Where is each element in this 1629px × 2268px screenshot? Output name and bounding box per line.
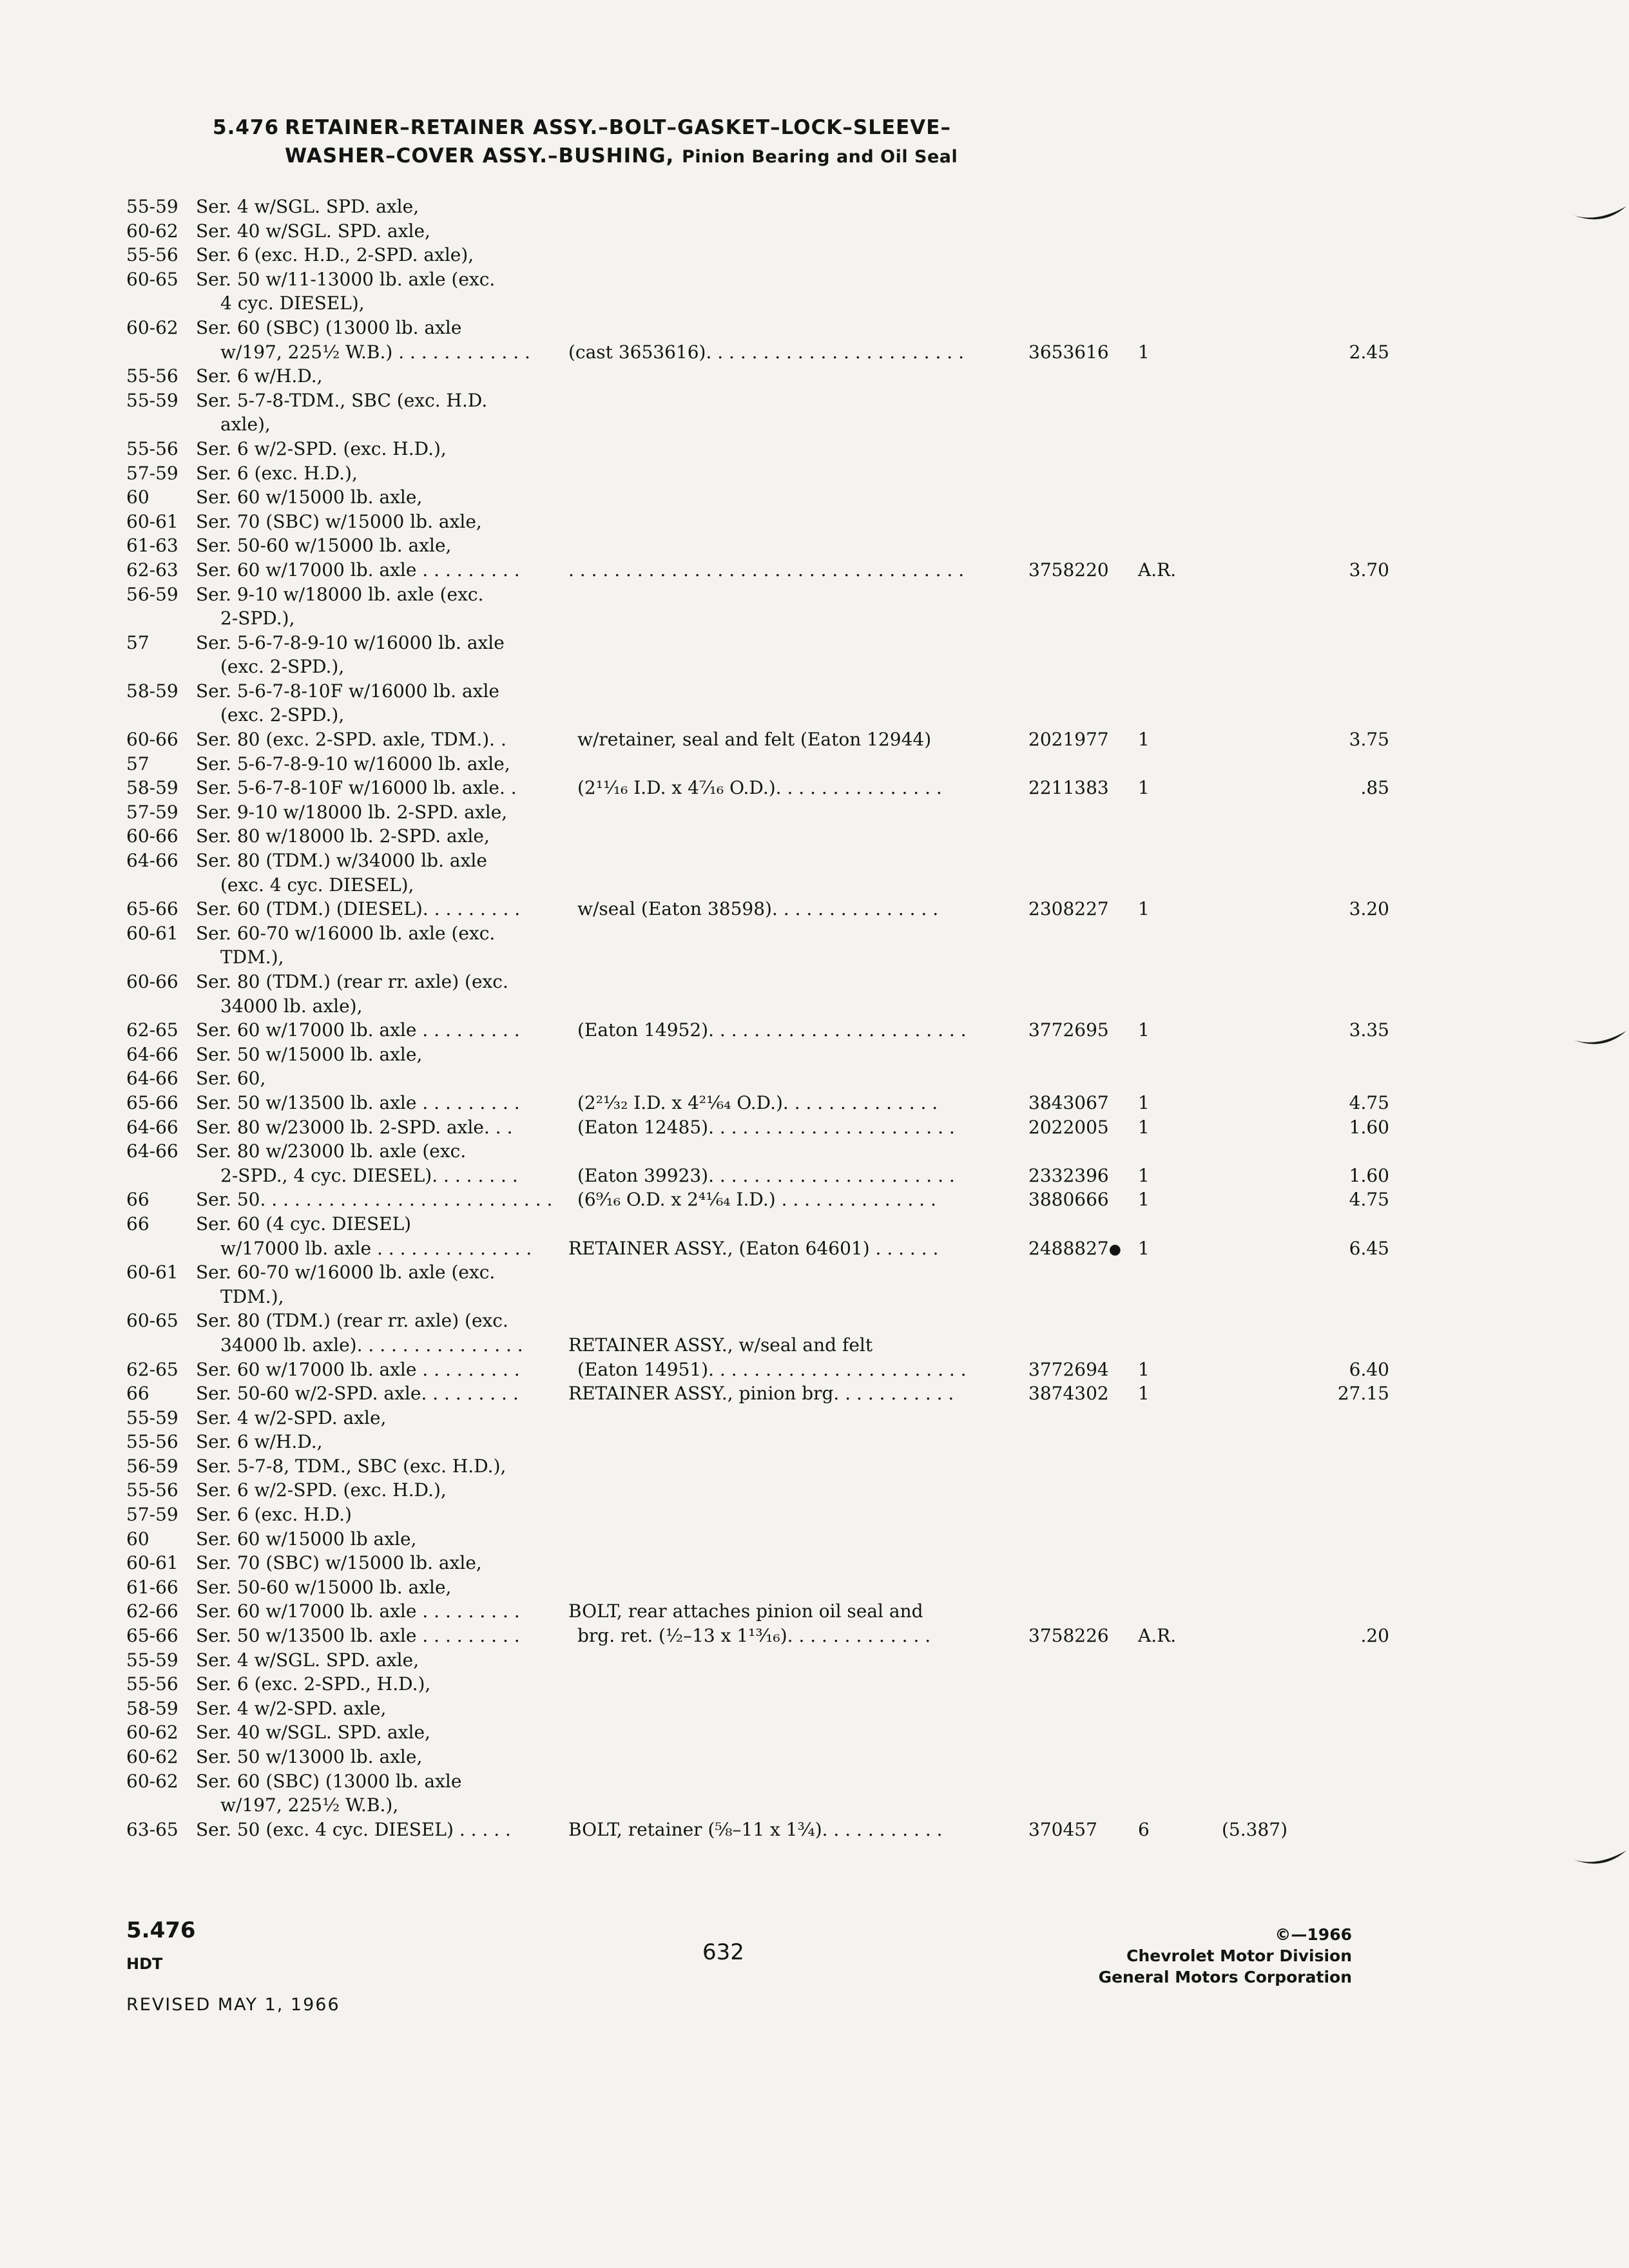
- quantity: 1: [1138, 1383, 1150, 1405]
- table-row: [126, 1358, 1389, 1382]
- model-years: 55-59: [126, 1407, 178, 1428]
- table-row: [126, 485, 1306, 510]
- table-row: [126, 1139, 1306, 1164]
- list-price: 6.40: [1349, 1358, 1389, 1380]
- application: Ser. 5-6-7-8-9-10 w/16000 lb. axle: [196, 631, 505, 653]
- part-number: 370457: [1028, 1818, 1097, 1840]
- application: Ser. 60-70 w/16000 lb. axle (exc.: [196, 922, 496, 944]
- part-number: 3758226: [1028, 1625, 1109, 1647]
- table-row: [126, 1696, 1306, 1721]
- description: (Eaton 14952). . . . . . . . . . . . . . . . . . . . . . .: [577, 1019, 967, 1041]
- application: w/197, 225½ W.B.),: [220, 1794, 399, 1816]
- quantity: 1: [1138, 1019, 1150, 1041]
- table-row: [126, 267, 1306, 292]
- model-years: 60: [126, 1528, 149, 1550]
- application: Ser. 5-7-8-TDM., SBC (exc. H.D.: [196, 389, 488, 411]
- table-row: [126, 824, 1306, 849]
- footer-section-number: 5.476: [126, 1917, 196, 1943]
- parts-table: [126, 195, 1389, 1841]
- quantity: 1: [1138, 1164, 1150, 1186]
- application: Ser. 5-6-7-8-9-10 w/16000 lb. axle,: [196, 753, 510, 774]
- table-row: [126, 558, 1389, 582]
- application: 2-SPD.),: [220, 608, 295, 629]
- application: Ser. 60 w/15000 lb axle,: [196, 1528, 417, 1550]
- model-years: 60-62: [126, 1746, 178, 1767]
- model-years: 56-59: [126, 583, 178, 605]
- application: Ser. 6 (exc. H.D.): [196, 1504, 352, 1526]
- table-row: [126, 945, 1306, 970]
- list-price: 6.45: [1349, 1237, 1389, 1259]
- model-years: 55-56: [126, 1673, 178, 1695]
- application: Ser. 60 w/15000 lb. axle,: [196, 486, 423, 508]
- description: (cast 3653616). . . . . . . . . . . . . . . . . . . . . . .: [568, 341, 964, 363]
- model-years: 65-66: [126, 898, 178, 920]
- model-years: 60: [126, 486, 149, 508]
- model-years: 62-65: [126, 1358, 178, 1380]
- table-row: [126, 921, 1306, 946]
- heading-title-line1: RETAINER–RETAINER ASSY.–BOLT–GASKET–LOCK–SLEEVE–: [285, 116, 951, 139]
- quantity: 1: [1138, 1116, 1150, 1138]
- part-number: 3880666: [1028, 1189, 1109, 1211]
- quantity: 1: [1138, 1358, 1150, 1380]
- model-years: 56-59: [126, 1455, 178, 1477]
- quantity: 1: [1138, 898, 1150, 920]
- model-years: 61-66: [126, 1576, 178, 1598]
- page-number: 632: [702, 1939, 744, 1965]
- footer-corporation: General Motors Corporation: [1098, 1968, 1352, 1986]
- binder-mark-icon: [1571, 201, 1629, 227]
- application: Ser. 6 (exc. 2-SPD., H.D.),: [196, 1673, 431, 1695]
- footer-revised-date: REVISED MAY 1, 1966: [126, 1995, 340, 2015]
- table-row: [126, 1236, 1389, 1261]
- table-row: [126, 849, 1306, 873]
- table-row: [126, 1164, 1389, 1188]
- model-years: 65-66: [126, 1091, 178, 1113]
- binder-mark-icon: [1571, 1845, 1629, 1871]
- application: Ser. 6 w/2-SPD. (exc. H.D.),: [196, 1479, 447, 1501]
- table-row: [126, 1648, 1306, 1673]
- model-years: 57-59: [126, 1504, 178, 1526]
- table-row: [126, 776, 1389, 800]
- list-price: 4.75: [1349, 1091, 1389, 1113]
- application: Ser. 60-70 w/16000 lb. axle (exc.: [196, 1262, 496, 1283]
- table-row: [126, 461, 1306, 486]
- description: BOLT, retainer (⅝–11 x 1¾). . . . . . . . . . .: [568, 1818, 943, 1840]
- application: (exc. 2-SPD.),: [220, 704, 345, 726]
- application: Ser. 60 (TDM.) (DIESEL). . . . . . . . .: [196, 898, 521, 920]
- list-price: 27.15: [1337, 1383, 1389, 1405]
- application: Ser. 60 (SBC) (13000 lb. axle: [196, 316, 462, 338]
- table-row: [126, 1503, 1306, 1527]
- part-number: 3772695: [1028, 1019, 1109, 1041]
- application: Ser. 60 w/17000 lb. axle . . . . . . . . .: [196, 1358, 520, 1380]
- model-years: 64-66: [126, 850, 178, 872]
- model-years: 58-59: [126, 1697, 178, 1719]
- description: RETAINER ASSY., (Eaton 64601) . . . . . .: [568, 1237, 939, 1259]
- part-number: 3758220: [1028, 559, 1109, 581]
- model-years: 61-63: [126, 535, 178, 557]
- table-row: [126, 219, 1306, 244]
- description: (Eaton 12485). . . . . . . . . . . . . . . . . . . . . .: [577, 1116, 955, 1138]
- part-number: 2488827: [1028, 1237, 1109, 1259]
- section-heading: [213, 113, 958, 171]
- table-row: [126, 631, 1306, 655]
- application: Ser. 80 (exc. 2-SPD. axle, TDM.). .: [196, 729, 506, 751]
- table-row: [126, 1066, 1306, 1091]
- application: Ser. 60,: [196, 1068, 266, 1090]
- application: Ser. 6 w/H.D.,: [196, 365, 323, 387]
- application: Ser. 4 w/2-SPD. axle,: [196, 1407, 387, 1428]
- application: TDM.),: [220, 1285, 284, 1307]
- model-years: 62-66: [126, 1600, 178, 1622]
- model-years: 57: [126, 753, 149, 774]
- list-price: 3.70: [1349, 559, 1389, 581]
- table-row: [126, 606, 1306, 631]
- description: RETAINER ASSY., w/seal and felt: [568, 1334, 873, 1356]
- table-row: [126, 1018, 1389, 1043]
- description: . . . . . . . . . . . . . . . . . . . . . . . . . . . . . . . . . . .: [568, 559, 965, 581]
- table-row: [126, 1333, 1306, 1358]
- application: Ser. 80 w/23000 lb. axle (exc.: [196, 1140, 467, 1162]
- table-row: [126, 1599, 1306, 1624]
- table-row: [126, 1381, 1389, 1406]
- application: Ser. 70 (SBC) w/15000 lb. axle,: [196, 1552, 482, 1574]
- table-row: [126, 1212, 1306, 1236]
- table-row: [126, 1527, 1306, 1552]
- part-number: 2211383: [1028, 777, 1109, 799]
- quantity: 1: [1138, 729, 1150, 751]
- binder-mark-icon: [1571, 1026, 1629, 1052]
- model-years: 55-56: [126, 365, 178, 387]
- footer-publisher: [1099, 1924, 1352, 1988]
- part-number: 2308227: [1028, 898, 1109, 920]
- application: Ser. 4 w/SGL. SPD. axle,: [196, 1649, 419, 1671]
- model-years: 65-66: [126, 1625, 178, 1647]
- table-row: [126, 679, 1306, 704]
- table-row: [126, 1551, 1306, 1575]
- table-row: [126, 1430, 1306, 1454]
- table-row: [126, 897, 1389, 921]
- quantity: A.R.: [1138, 559, 1177, 581]
- application: Ser. 80 (TDM.) w/34000 lb. axle: [196, 850, 487, 872]
- table-row: [126, 1285, 1306, 1309]
- model-years: 66: [126, 1213, 149, 1235]
- table-row: [126, 1818, 1306, 1842]
- model-years: 64-66: [126, 1140, 178, 1162]
- table-row: [126, 1672, 1306, 1696]
- part-number-cell: [1028, 1236, 1121, 1262]
- model-years: 55-56: [126, 244, 178, 266]
- quantity: A.R.: [1138, 1625, 1177, 1647]
- application: Ser. 50 (exc. 4 cyc. DIESEL) . . . . .: [196, 1818, 511, 1840]
- model-years: 60-61: [126, 1552, 178, 1574]
- application: Ser. 50 w/13500 lb. axle . . . . . . . . .: [196, 1625, 520, 1647]
- table-row: [126, 1091, 1389, 1115]
- quantity: 1: [1138, 341, 1150, 363]
- description: (Eaton 39923). . . . . . . . . . . . . . . . . . . . . .: [577, 1164, 955, 1186]
- model-years: 60-62: [126, 316, 178, 338]
- model-years: 64-66: [126, 1043, 178, 1065]
- footer-division: Chevrolet Motor Division: [1126, 1946, 1352, 1965]
- application: Ser. 60 (SBC) (13000 lb. axle: [196, 1770, 462, 1792]
- application: Ser. 50 w/11-13000 lb. axle (exc.: [196, 268, 496, 290]
- part-number: 2021977: [1028, 729, 1109, 751]
- model-years: 64-66: [126, 1068, 178, 1090]
- application: Ser. 4 w/2-SPD. axle,: [196, 1697, 387, 1719]
- heading-title-line2: [213, 142, 958, 171]
- application: (exc. 2-SPD.),: [220, 656, 345, 678]
- model-years: 64-66: [126, 1116, 178, 1138]
- table-row: [126, 1309, 1306, 1333]
- part-number: 3772694: [1028, 1358, 1109, 1380]
- heading-title-line2a: WASHER–COVER ASSY.–BUSHING,: [285, 144, 675, 168]
- table-row: [126, 316, 1306, 340]
- application: Ser. 60 (4 cyc. DIESEL): [196, 1213, 412, 1235]
- model-years: 55-59: [126, 1649, 178, 1671]
- part-number: 3874302: [1028, 1383, 1109, 1405]
- table-row: [126, 994, 1306, 1019]
- application: 34000 lb. axle),: [220, 995, 363, 1017]
- model-years: 60-66: [126, 825, 178, 847]
- model-years: 57: [126, 631, 149, 653]
- table-row: [126, 1769, 1306, 1794]
- table-row: [126, 970, 1306, 994]
- application: Ser. 6 (exc. H.D., 2-SPD. axle),: [196, 244, 474, 266]
- table-row: [126, 195, 1306, 219]
- table-row: [126, 1793, 1306, 1818]
- description: RETAINER ASSY., pinion brg. . . . . . . . . . .: [568, 1383, 954, 1405]
- model-years: 63-65: [126, 1818, 178, 1840]
- model-years: 60-62: [126, 1770, 178, 1792]
- application: Ser. 40 w/SGL. SPD. axle,: [196, 220, 430, 242]
- list-price: 4.75: [1349, 1189, 1389, 1211]
- table-row: [126, 800, 1306, 825]
- part-number: 3843067: [1028, 1091, 1109, 1113]
- description: w/seal (Eaton 38598). . . . . . . . . . . . . . .: [577, 898, 939, 920]
- list-price: .85: [1360, 777, 1389, 799]
- description: (6⁹⁄₁₆ O.D. x 2⁴¹⁄₆₄ I.D.) . . . . . . . . . . . . . .: [577, 1189, 936, 1211]
- footer-series: HDT: [126, 1955, 163, 1973]
- description: BOLT, rear attaches pinion oil seal and: [568, 1600, 923, 1622]
- new-part-bullet: ●: [1108, 1241, 1121, 1258]
- application: Ser. 50 w/15000 lb. axle,: [196, 1043, 423, 1065]
- section-number: 5.476: [213, 116, 280, 139]
- table-row: [126, 1720, 1306, 1745]
- table-row: [126, 340, 1389, 365]
- model-years: 60-61: [126, 1262, 178, 1283]
- application: Ser. 80 (TDM.) (rear rr. axle) (exc.: [196, 1310, 508, 1332]
- model-years: 60-65: [126, 268, 178, 290]
- quantity: 1: [1138, 1237, 1150, 1259]
- application: Ser. 50 w/13500 lb. axle . . . . . . . . .: [196, 1091, 520, 1113]
- model-years: 55-56: [126, 437, 178, 459]
- description: (Eaton 14951). . . . . . . . . . . . . . . . . . . . . . .: [577, 1358, 967, 1380]
- application: Ser. 60 w/17000 lb. axle . . . . . . . . .: [196, 1600, 520, 1622]
- table-row: [126, 1624, 1389, 1648]
- model-years: 58-59: [126, 680, 178, 702]
- part-number: 2022005: [1028, 1116, 1109, 1138]
- table-row: [126, 1260, 1306, 1285]
- model-years: 66: [126, 1189, 149, 1211]
- application: Ser. 50. . . . . . . . . . . . . . . . . . . . . . . . . .: [196, 1189, 553, 1211]
- application: Ser. 60 w/17000 lb. axle . . . . . . . . .: [196, 1019, 520, 1041]
- table-row: [126, 1575, 1306, 1600]
- quantity: 1: [1138, 777, 1150, 799]
- description: brg. ret. (½–13 x 1¹³⁄₁₆). . . . . . . . . . . . .: [577, 1625, 931, 1647]
- part-number: 2332396: [1028, 1164, 1109, 1186]
- table-row: [126, 703, 1306, 727]
- model-years: 57-59: [126, 801, 178, 823]
- heading-title-line2b: Pinion Bearing and Oil Seal: [682, 147, 958, 167]
- table-row: [126, 655, 1306, 679]
- list-price: 3.20: [1349, 898, 1389, 920]
- table-row: [126, 1406, 1306, 1430]
- application: Ser. 9-10 w/18000 lb. axle (exc.: [196, 583, 484, 605]
- table-row: [126, 291, 1306, 316]
- list-price: 1.60: [1349, 1164, 1389, 1186]
- list-price: 1.60: [1349, 1116, 1389, 1138]
- footer-left: [126, 1917, 340, 2015]
- application: Ser. 60 w/17000 lb. axle . . . . . . . . .: [196, 559, 520, 581]
- application: (exc. 4 cyc. DIESEL),: [220, 874, 414, 896]
- application: Ser. 50-60 w/15000 lb. axle,: [196, 1576, 452, 1598]
- table-row: [126, 1115, 1389, 1140]
- application: Ser. 5-6-7-8-10F w/16000 lb. axle: [196, 680, 499, 702]
- table-row: [126, 510, 1306, 534]
- model-years: 55-59: [126, 389, 178, 411]
- application: w/17000 lb. axle . . . . . . . . . . . . . .: [220, 1237, 532, 1259]
- application: Ser. 4 w/SGL. SPD. axle,: [196, 196, 419, 217]
- list-price: .20: [1360, 1625, 1389, 1647]
- model-years: 55-59: [126, 196, 178, 217]
- list-price: 3.35: [1349, 1019, 1389, 1041]
- application: w/197, 225½ W.B.) . . . . . . . . . . . .: [220, 341, 530, 363]
- application: Ser. 5-7-8, TDM., SBC (exc. H.D.),: [196, 1455, 506, 1477]
- application: Ser. 9-10 w/18000 lb. 2-SPD. axle,: [196, 801, 508, 823]
- model-years: 55-56: [126, 1479, 178, 1501]
- model-years: 60-61: [126, 922, 178, 944]
- quantity: 1: [1138, 1189, 1150, 1211]
- application: Ser. 80 w/18000 lb. 2-SPD. axle,: [196, 825, 490, 847]
- description: (2²¹⁄₃₂ I.D. x 4²¹⁄₆₄ O.D.). . . . . . . . . . . . . .: [577, 1091, 938, 1113]
- application: Ser. 40 w/SGL. SPD. axle,: [196, 1722, 430, 1744]
- description: w/retainer, seal and felt (Eaton 12944): [577, 729, 932, 751]
- table-row: [126, 1454, 1306, 1479]
- application: 34000 lb. axle). . . . . . . . . . . . . . .: [220, 1334, 523, 1356]
- application: Ser. 6 w/2-SPD. (exc. H.D.),: [196, 437, 447, 459]
- model-years: 62-63: [126, 559, 178, 581]
- application: Ser. 50 w/13000 lb. axle,: [196, 1746, 423, 1767]
- application: Ser. 70 (SBC) w/15000 lb. axle,: [196, 510, 482, 532]
- quantity: 1: [1138, 1091, 1150, 1113]
- quantity: 6: [1138, 1818, 1150, 1840]
- application: Ser. 80 w/23000 lb. 2-SPD. axle. . .: [196, 1116, 513, 1138]
- application: axle),: [220, 414, 271, 436]
- table-row: [126, 1745, 1306, 1769]
- table-row: [126, 412, 1306, 437]
- model-years: 60-62: [126, 1722, 178, 1744]
- application: 2-SPD., 4 cyc. DIESEL). . . . . . . .: [220, 1164, 518, 1186]
- application: TDM.),: [220, 947, 284, 968]
- table-row: [126, 1478, 1306, 1503]
- list-price: 2.45: [1349, 341, 1389, 363]
- table-row: [126, 389, 1306, 413]
- footer-copyright: ©—1966: [1275, 1925, 1352, 1944]
- table-row: [126, 582, 1306, 607]
- model-years: 60-66: [126, 729, 178, 751]
- table-row: [126, 364, 1306, 389]
- application: Ser. 6 w/H.D.,: [196, 1431, 323, 1453]
- table-row: [126, 437, 1306, 461]
- table-row: [126, 1043, 1306, 1067]
- list-price: 3.75: [1349, 729, 1389, 751]
- description: (2¹¹⁄₁₆ I.D. x 4⁷⁄₁₆ O.D.). . . . . . . . . . . . . . .: [577, 777, 942, 799]
- model-years: 60-61: [126, 510, 178, 532]
- model-years: 57-59: [126, 462, 178, 484]
- part-number: 3653616: [1028, 341, 1109, 363]
- application: Ser. 5-6-7-8-10F w/16000 lb. axle. .: [196, 777, 517, 799]
- table-row: [126, 243, 1306, 267]
- application: Ser. 80 (TDM.) (rear rr. axle) (exc.: [196, 971, 508, 992]
- table-row: [126, 1187, 1389, 1212]
- list-price: (5.387): [1222, 1818, 1288, 1840]
- model-years: 62-65: [126, 1019, 178, 1041]
- model-years: 55-56: [126, 1431, 178, 1453]
- model-years: 66: [126, 1383, 149, 1405]
- table-row: [126, 752, 1306, 776]
- model-years: 60-62: [126, 220, 178, 242]
- application: Ser. 50-60 w/15000 lb. axle,: [196, 535, 452, 557]
- model-years: 58-59: [126, 777, 178, 799]
- table-row: [126, 727, 1389, 752]
- table-row: [126, 533, 1306, 558]
- model-years: 60-65: [126, 1310, 178, 1332]
- model-years: 60-66: [126, 971, 178, 992]
- application: Ser. 6 (exc. H.D.),: [196, 462, 358, 484]
- table-row: [126, 873, 1306, 898]
- application: Ser. 50-60 w/2-SPD. axle. . . . . . . . .: [196, 1383, 519, 1405]
- application: 4 cyc. DIESEL),: [220, 293, 365, 314]
